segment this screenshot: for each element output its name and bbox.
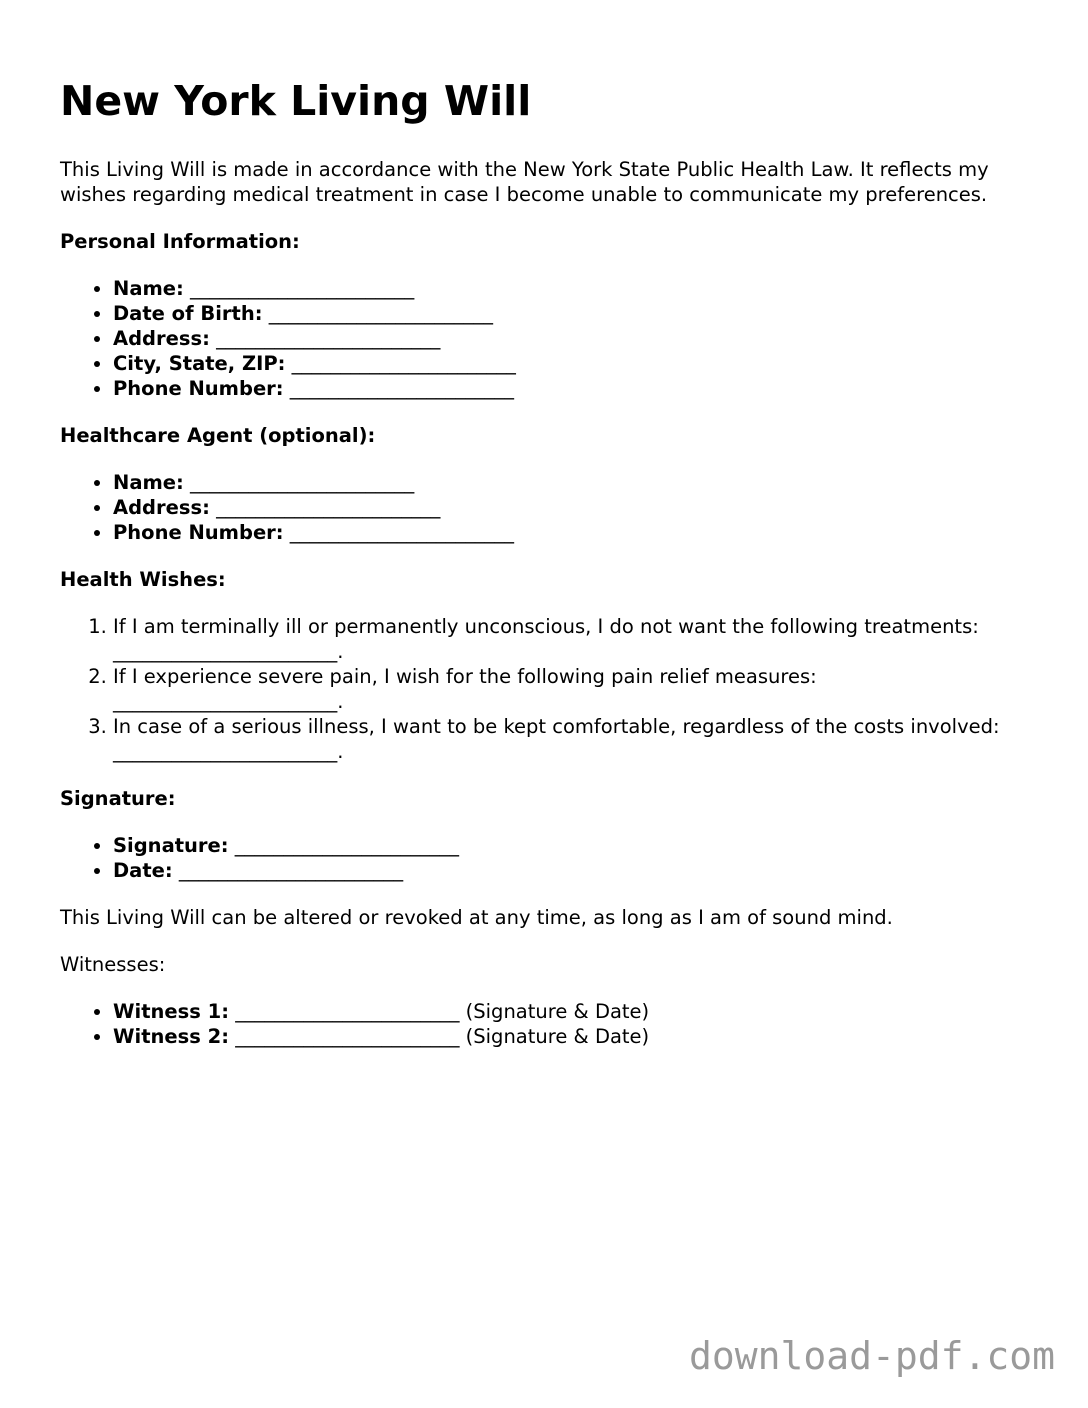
field-label: City, State, ZIP: (113, 352, 286, 375)
health-wish-item: 1. If I am terminally ill or permanently unconscious, I do not want the following treatments: _______________________. (113, 614, 1035, 664)
healthcare-agent-list (60, 470, 1035, 545)
signature-field (113, 833, 1035, 858)
health-wish-item: 2. If I experience severe pain, I wish for the following pain relief measures: _______________________. (113, 664, 1035, 714)
personal-info-heading: Personal Information: (60, 230, 300, 253)
personal-dob-field (113, 301, 1035, 326)
blank-line: _______________________ (190, 277, 415, 300)
blank-line: _______________________ (235, 1025, 460, 1048)
witnesses-heading: Witnesses: (60, 953, 166, 976)
field-label: Address: (113, 496, 210, 519)
health-wish-item: 3. In case of a serious illness, I want to be kept comfortable, regardless of the costs involved: _______________________. (113, 714, 1035, 764)
personal-name-field (113, 276, 1035, 301)
agent-phone-field (113, 520, 1035, 545)
field-label: Phone Number: (113, 521, 284, 544)
signature-heading: Signature: (60, 787, 176, 810)
personal-city-state-zip-field (113, 351, 1035, 376)
document-page (60, 72, 1035, 1071)
blank-line: _______________________ (178, 859, 404, 882)
watermark-text: download-pdf.com (688, 1334, 1055, 1378)
field-label: Name: (113, 471, 184, 494)
blank-line: _______________________ (216, 327, 441, 350)
witness-2-field (113, 1024, 1035, 1049)
field-label: Name: (113, 277, 184, 300)
blank-line: _______________________ (216, 496, 441, 519)
agent-name-field (113, 470, 1035, 495)
witness-note: (Signature & Date) (465, 1000, 650, 1023)
witness-note: (Signature & Date) (465, 1025, 650, 1048)
field-label: Phone Number: (113, 377, 284, 400)
field-label: Witness 2: (113, 1025, 229, 1048)
document-title: New York Living Will (60, 77, 532, 125)
field-label: Address: (113, 327, 210, 350)
witnesses-list (60, 999, 1035, 1049)
field-label: Signature: (113, 834, 229, 857)
personal-info-list (60, 276, 1035, 401)
blank-line: _______________________ (289, 377, 515, 400)
signature-list (60, 833, 1035, 883)
health-wishes-list (60, 614, 1035, 764)
signature-date-field (113, 858, 1035, 883)
blank-line: _______________________ (235, 1000, 460, 1023)
revocation-paragraph: This Living Will can be altered or revoked at any time, as long as I am of sound mind. (60, 906, 893, 929)
agent-address-field (113, 495, 1035, 520)
health-wishes-heading: Health Wishes: (60, 568, 226, 591)
intro-paragraph: This Living Will is made in accordance with the New York State Public Health Law. It reflects my wishes regarding medical treatment in case I become unable to communicate my preferences. (60, 158, 989, 206)
witness-1-field (113, 999, 1035, 1024)
blank-line: _______________________ (234, 834, 460, 857)
field-label: Witness 1: (113, 1000, 229, 1023)
blank-line: _______________________ (289, 521, 515, 544)
blank-line: _______________________ (291, 352, 516, 375)
healthcare-agent-heading: Healthcare Agent (optional): (60, 424, 376, 447)
blank-line: _______________________ (190, 471, 415, 494)
personal-address-field (113, 326, 1035, 351)
field-label: Date: (113, 859, 173, 882)
field-label: Date of Birth: (113, 302, 263, 325)
blank-line: _______________________ (268, 302, 493, 325)
personal-phone-field (113, 376, 1035, 401)
